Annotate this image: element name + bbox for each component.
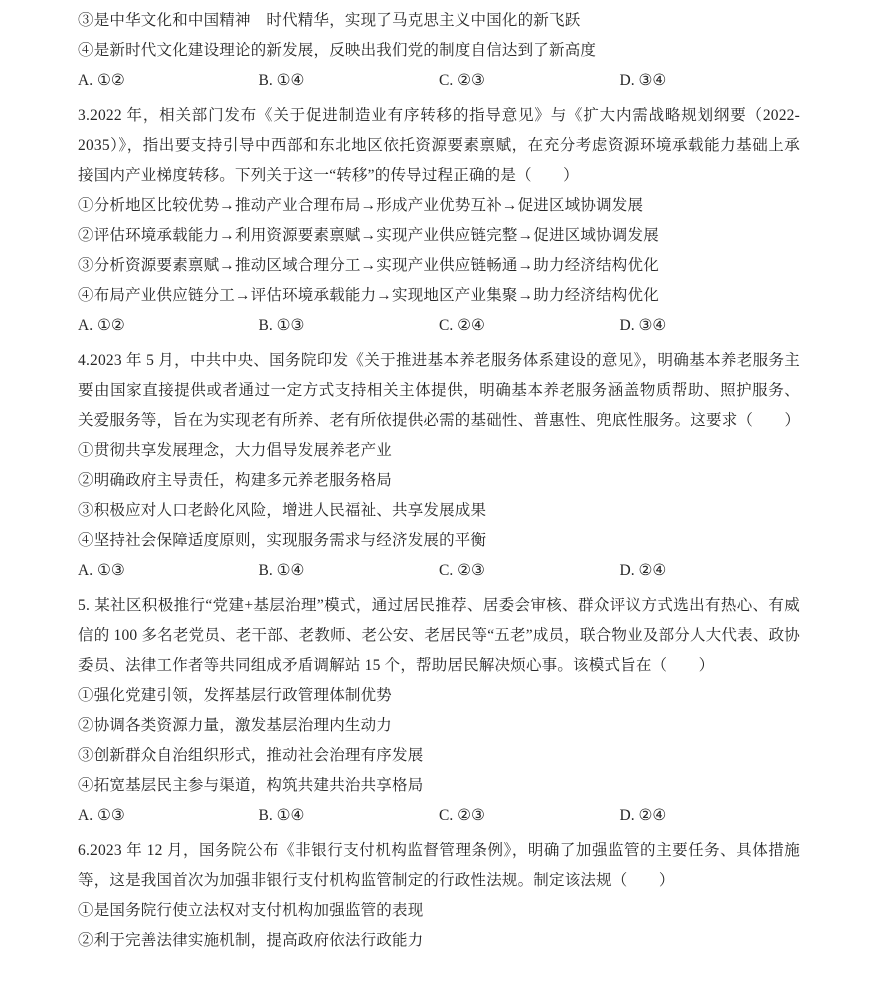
option-b: B. ①④ <box>258 807 305 824</box>
statement-item-1: ①是国务院行使立法权对支付机构加强监管的表现 <box>78 902 424 919</box>
statement-item-4: ④坚持社会保障适度原则，实现服务需求与经济发展的平衡 <box>78 532 487 549</box>
options-row-q2 <box>78 66 800 96</box>
question-2-partial <box>78 6 800 96</box>
option-a: A. ①② <box>78 72 125 89</box>
statement-item-4: ④是新时代文化建设理论的新发展，反映出我们党的制度自信达到了新高度 <box>78 42 597 59</box>
question-3 <box>78 101 800 341</box>
option-b: B. ①④ <box>258 562 305 579</box>
question-5 <box>78 591 800 831</box>
statement-item-2: ②评估环境承载能力→利用资源要素禀赋→实现产业供应链完整→促进区域协调发展 <box>78 227 659 244</box>
option-a: A. ①③ <box>78 807 125 824</box>
statement-item-2: ②利于完善法律实施机制，提高政府依法行政能力 <box>78 932 424 949</box>
statement-item-3: ③分析资源要素禀赋→推动区域合理分工→实现产业供应链畅通→助力经济结构优化 <box>78 257 659 274</box>
option-d: D. ②④ <box>619 562 667 579</box>
question-stem: 3.2022 年，相关部门发布《关于促进制造业有序转移的指导意见》与《扩大内需战略规划纲要（2022-2035）》，指出要支持引导中西部和东北地区依托资源要素禀赋，在充分考虑资源环境承载能力基础上承接国内产业梯度转移。下列关于这一“转移”的传导过程正确的是（ ） <box>78 107 800 184</box>
statement-item-1: ①贯彻共享发展理念，大力倡导发展养老产业 <box>78 442 393 459</box>
option-b: B. ①③ <box>258 317 305 334</box>
option-c: C. ②④ <box>439 317 485 334</box>
question-stem: 6.2023 年 12 月，国务院公布《非银行支付机构监督管理条例》，明确了加强监管的主要任务、具体措施等，这是我国首次为加强非银行支付机构监管制定的行政性法规。制定该法规（ ） <box>78 842 800 889</box>
option-a: A. ①③ <box>78 562 125 579</box>
option-c: C. ②③ <box>439 562 485 579</box>
statement-item-1: ①强化党建引领，发挥基层行政管理体制优势 <box>78 687 393 704</box>
option-c: C. ②③ <box>439 72 485 89</box>
question-stem: 4.2023 年 5 月，中共中央、国务院印发《关于推进基本养老服务体系建设的意见》，明确基本养老服务主要由国家直接提供或者通过一定方式支持相关主体提供，明确基本养老服务涵盖物质帮助、照护服务、关爱服务等，旨在为实现老有所养、老有所依提供必需的基础性、普惠性、兜底性服务。这要求（ ） <box>78 352 801 429</box>
options-row-q5 <box>78 801 800 831</box>
statement-item-3: ③创新群众自治组织形式，推动社会治理有序发展 <box>78 747 424 764</box>
statement-item-2: ②明确政府主导责任，构建多元养老服务格局 <box>78 472 393 489</box>
option-b: B. ①④ <box>258 72 305 89</box>
question-6-partial <box>78 836 800 956</box>
statement-item-2: ②协调各类资源力量，激发基层治理内生动力 <box>78 717 393 734</box>
statement-item-3: ③是中华文化和中国精神 时代精华，实现了马克思主义中国化的新飞跃 <box>78 12 581 29</box>
options-row-q3 <box>78 311 800 341</box>
option-c: C. ②③ <box>439 807 485 824</box>
statement-item-1: ①分析地区比较优势→推动产业合理布局→形成产业优势互补→促进区域协调发展 <box>78 197 644 214</box>
statement-item-3: ③积极应对人口老龄化风险，增进人民福祉、共享发展成果 <box>78 502 487 519</box>
option-d: D. ③④ <box>619 72 667 89</box>
statement-item-4: ④拓宽基层民主参与渠道，构筑共建共治共享格局 <box>78 777 424 794</box>
question-stem: 5. 某社区积极推行“党建+基层治理”模式，通过居民推荐、居委会审核、群众评议方式选出有热心、有威信的 100 多名老党员、老干部、老教师、老公安、老居民等“五老”成员，联合物业及部分人大代表、政协委员、法律工作者等共同组成矛盾调解站 15 个，帮助居民解决烦心事。该模式旨在（ ） <box>78 597 800 674</box>
question-4 <box>78 346 800 586</box>
option-d: D. ②④ <box>619 807 667 824</box>
options-row-q4 <box>78 556 800 586</box>
option-d: D. ③④ <box>619 317 667 334</box>
statement-item-4: ④布局产业供应链分工→评估环境承载能力→实现地区产业集聚→助力经济结构优化 <box>78 287 659 304</box>
option-a: A. ①② <box>78 317 125 334</box>
